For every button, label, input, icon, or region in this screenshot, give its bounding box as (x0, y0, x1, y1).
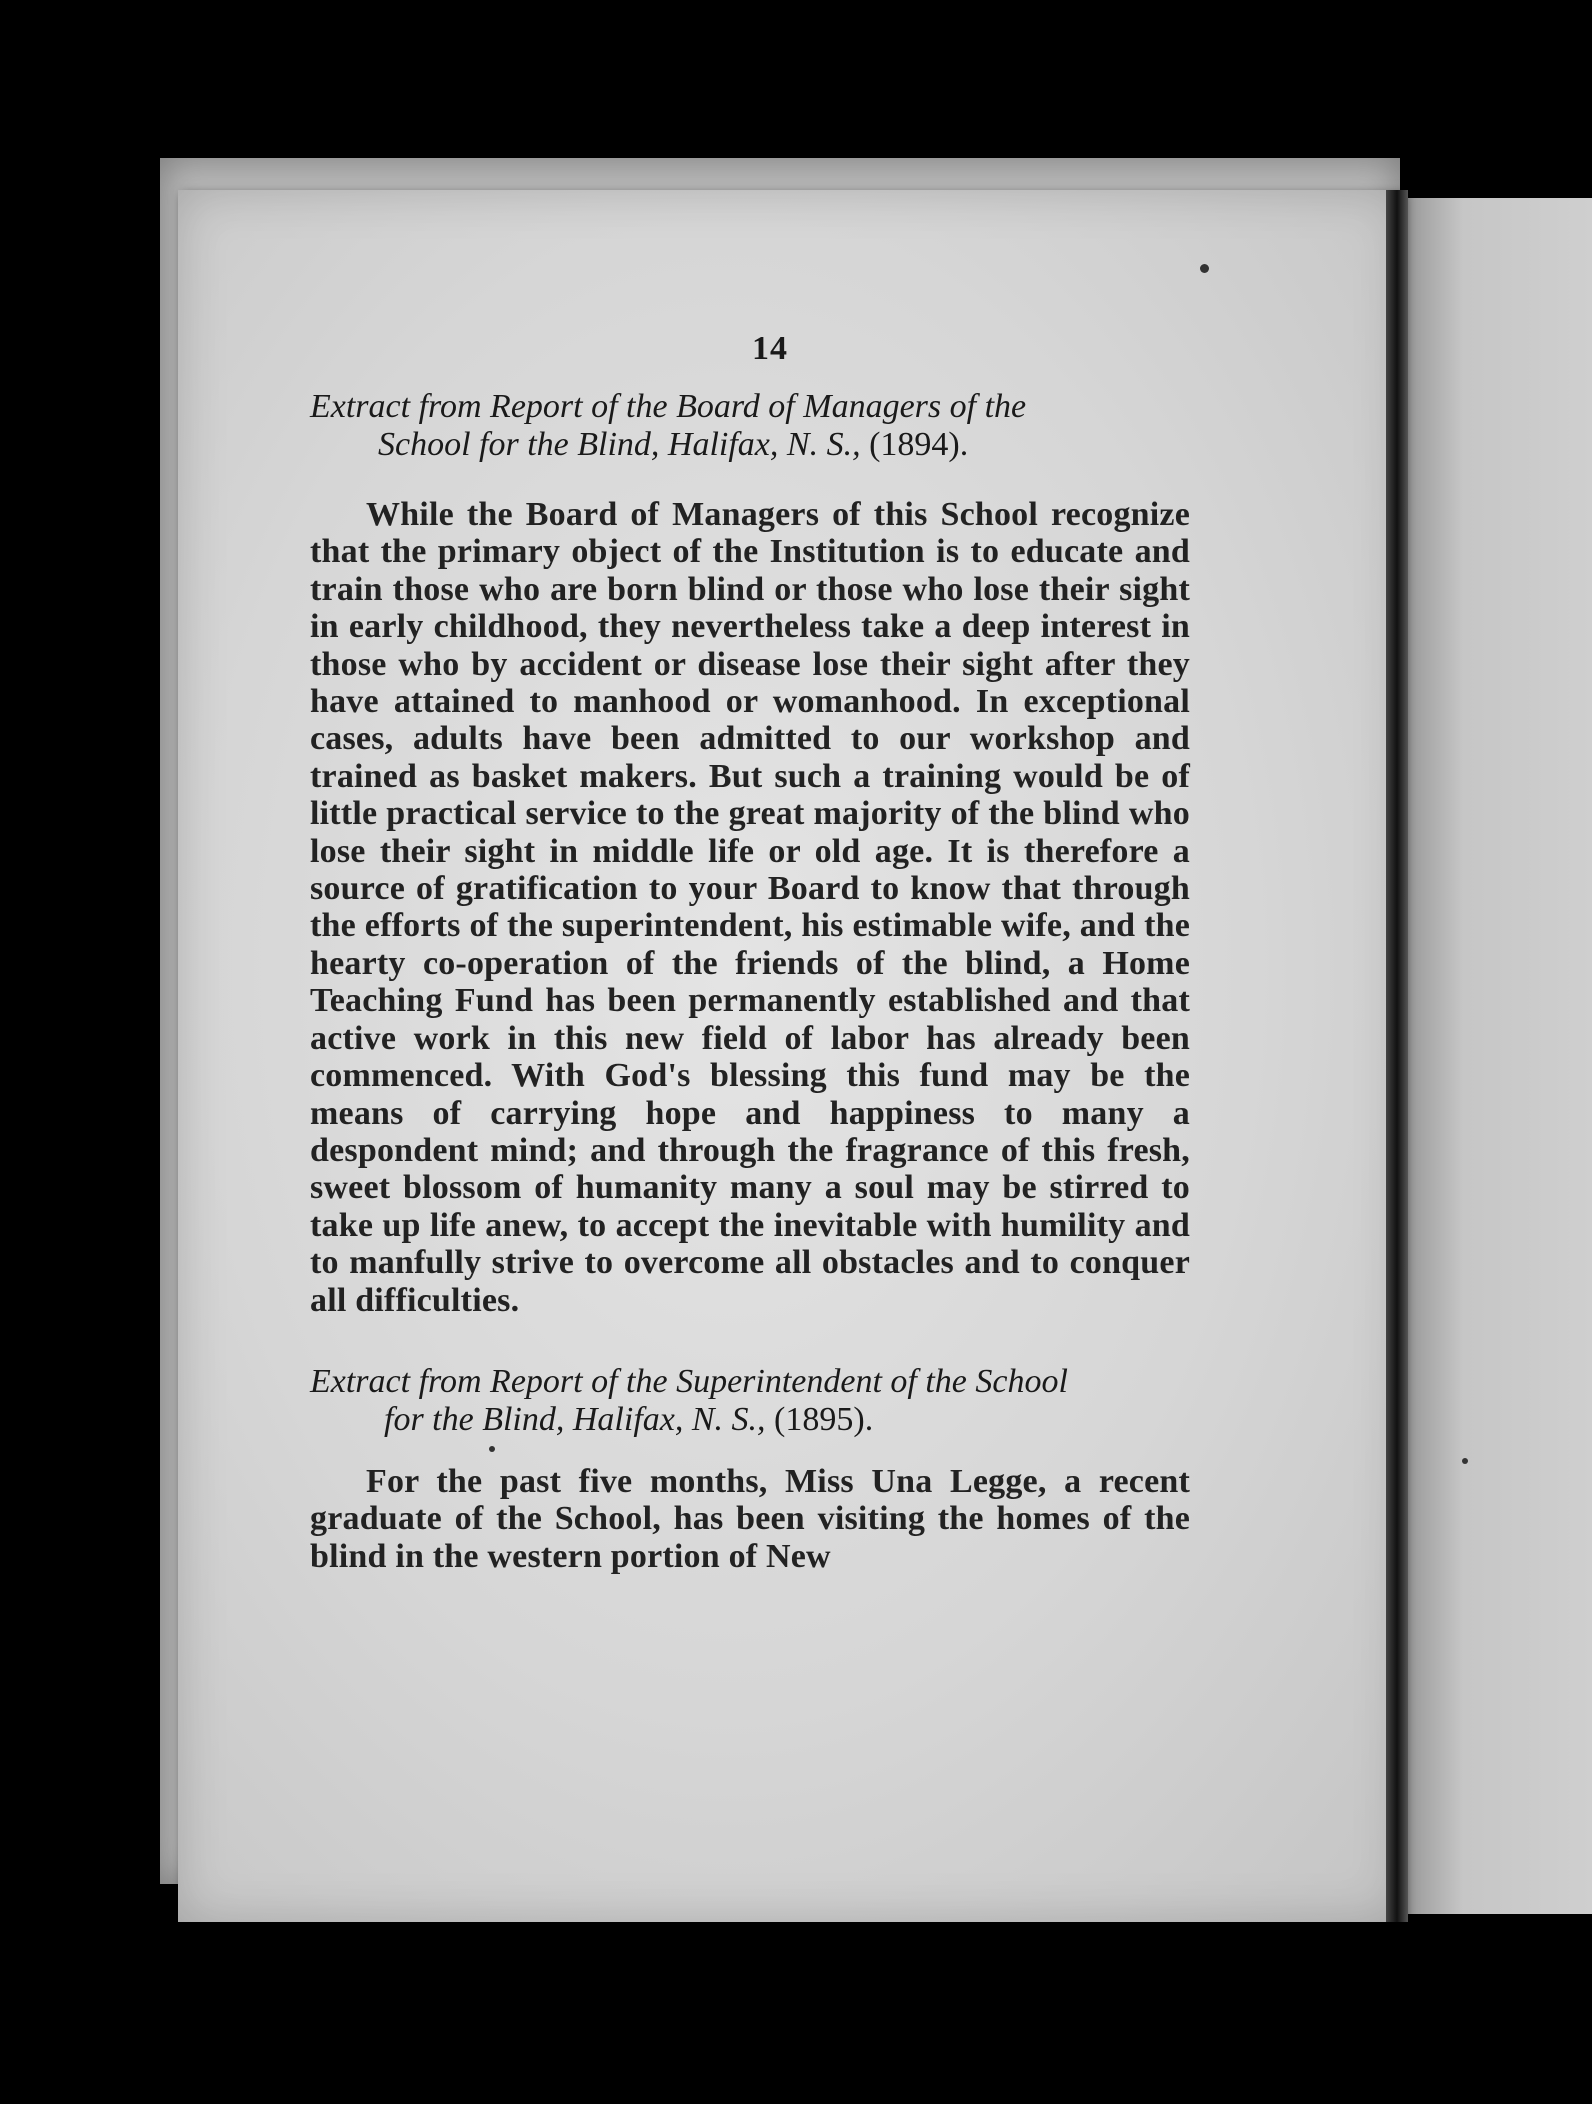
extract-heading-1-source: School for the Blind, Halifax, N. S., (378, 426, 861, 463)
extract-heading-2-line-1: Extract from Report of the Superintendent of the School (310, 1362, 1068, 1400)
ink-speck (1200, 264, 1209, 273)
extract-body-1: While the Board of Managers of this School recognize that the primary object of the Institution is to educate and train those who are born blind or those who lose their sight in early childhood, they nevertheless take a deep interest in those who by accident or disease lose their sight after they have attained to manhood or womanhood. In exceptional cases, adults have been admitted to our workshop and trained as basket makers. But such a training would be of little practical service to the great majority of the blind who lose their sight in middle life or old age. It is therefore a source of gratification to your Board to know that through the efforts of the superintendent, his estimable wife, and the hearty co-operation of the friends of the blind, a Home Teaching Fund has been permanently established and that active work in this new field of labor has already been commenced. With God's blessing this fund may be the means of carrying hope and happiness to many a despondent mind; and through the fragrance of this fresh, sweet blossom of humanity many a soul may be stirred to take up life anew, to accept the inevitable with humility and to manfully strive to overcome all obstacles and to conquer all difficulties. (310, 496, 1190, 1319)
extract-heading-2-source: for the Blind, Halifax, N. S., (384, 1400, 766, 1438)
ink-speck (1462, 1458, 1468, 1464)
page-text (310, 330, 1190, 1575)
facing-page (1408, 198, 1592, 1914)
extract-heading-2-line-2 (310, 1401, 1190, 1439)
extract-heading-1 (310, 388, 1190, 464)
page-number: 14 (752, 330, 788, 367)
extract-heading-1-line-1: Extract from Report of the Board of Managers of the (310, 388, 1027, 425)
extract-body-2: For the past five months, Miss Una Legge, a recent graduate of the School, has been visiting the homes of the blind in the western portion of New (310, 1462, 1190, 1575)
book-gutter (1386, 190, 1408, 1922)
extract-heading-2 (310, 1363, 1190, 1439)
extract-heading-2-year: (1895). (774, 1400, 874, 1438)
extract-heading-1-year: (1894). (869, 426, 969, 463)
extract-heading-1-line-2 (310, 426, 1190, 464)
